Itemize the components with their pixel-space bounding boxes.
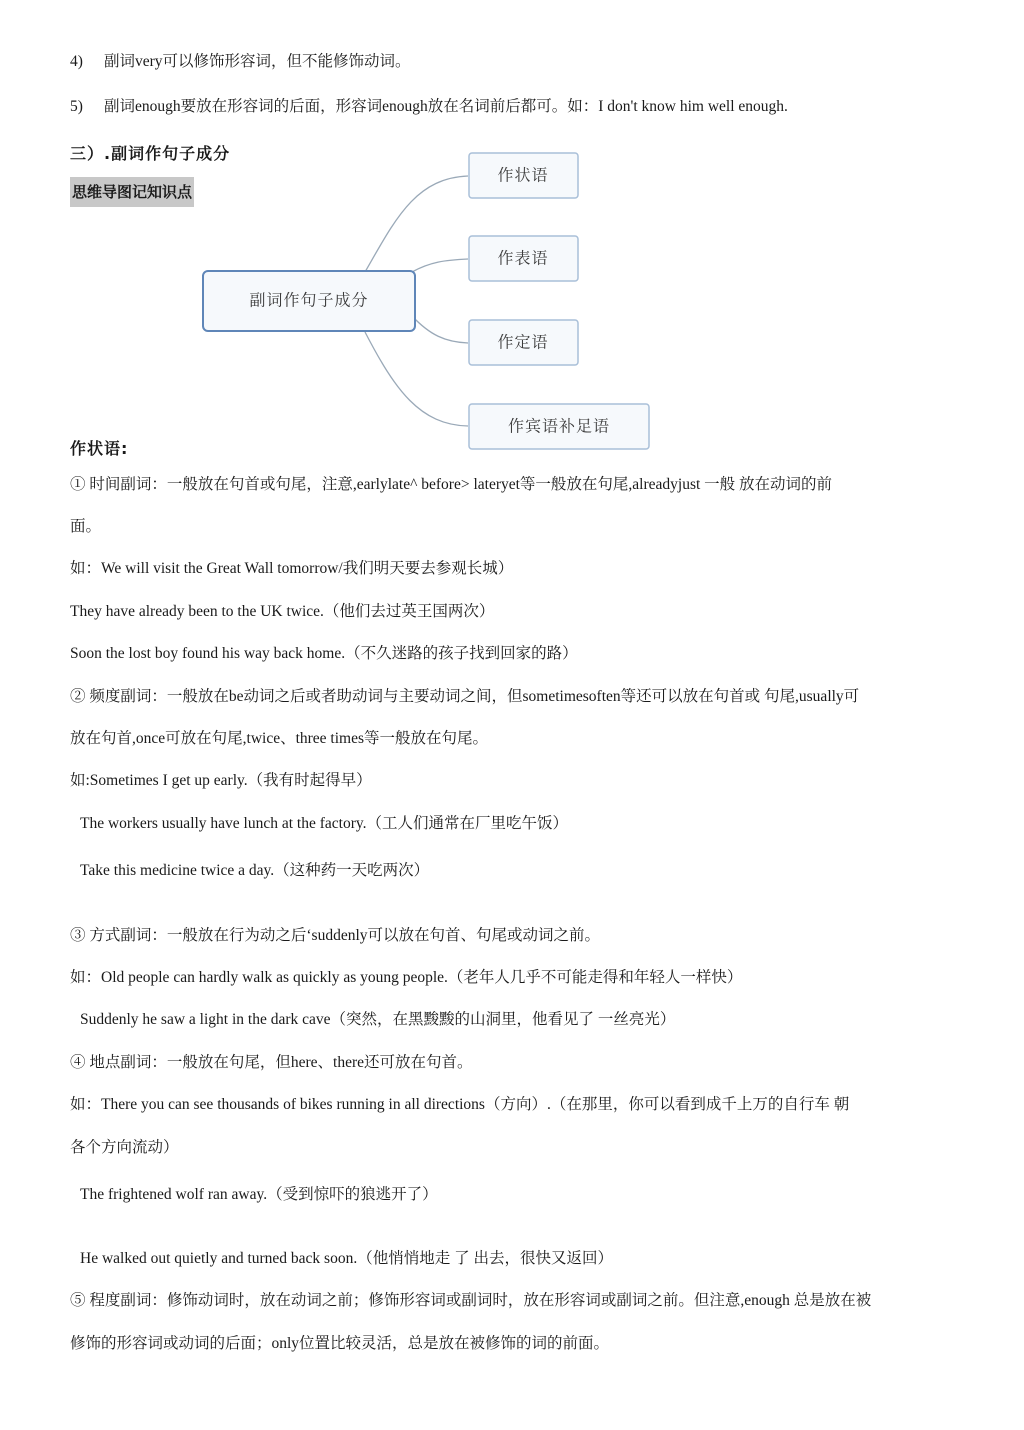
mind-map-branch-3: [469, 320, 578, 365]
text-line: ③ 方式副词：一般放在行为动之后‘suddenly可以放在句首、句尾或动词之前。: [70, 927, 601, 944]
text-line: Suddenly he saw a light in the dark cave（突然，在黑黢黢的山洞里，他看见了 一丝亮光）: [80, 1011, 676, 1028]
text-line: ④ 地点副词：一般放在句尾，但here、there还可放在句首。: [70, 1054, 473, 1071]
branch-label: 作宾语补足语: [507, 416, 611, 436]
highlight-label: 思维导图记知识点: [70, 177, 194, 207]
text-line: Take this medicine twice a day.（这种药一天吃两次）: [80, 862, 430, 879]
text-line: Soon the lost boy found his way back home.（不久迷路的孩子找到回家的路）: [70, 645, 578, 662]
text-line: 如：We will visit the Great Wall tomorrow/我们明天要去参观长城）: [70, 560, 514, 577]
connector-2: [412, 259, 468, 272]
text-line: 如：Old people can hardly walk as quickly as young people.（老年人几乎不可能走得和年轻人一样快）: [70, 969, 743, 986]
connector-3: [412, 316, 468, 343]
subsection-title: 作状语:: [70, 439, 129, 458]
section-title: 三）.副词作句子成分: [70, 144, 231, 163]
item-text: 副词very可以修饰形容词，但不能修饰动词。: [104, 53, 411, 70]
text-line: ① 时间副词：一般放在句首或句尾，注意,earlylate^ before> lateryet等一般放在句尾,alreadyjust 一般 放在动词的前: [70, 476, 833, 493]
mind-map-branch-4: [469, 404, 649, 449]
branch-label: 作定语: [497, 332, 549, 352]
text-line: ⑤ 程度副词：修饰动词时，放在动词之前；修饰形容词或副词时，放在形容词或副词之前。但注意,enough 总是放在被: [70, 1292, 872, 1309]
text-line: He walked out quietly and turned back soon.（他悄悄地走 了 出去，很快又返回）: [80, 1250, 613, 1267]
text-line: 面。: [70, 518, 102, 535]
mind-map: [0, 0, 1024, 460]
item-number: 5): [70, 98, 83, 115]
text-line: 如：There you can see thousands of bikes running in all directions（方向）.（在那里，你可以看到成千上万的自行车 朝: [70, 1096, 850, 1113]
text-line: The frightened wolf ran away.（受到惊吓的狼逃开了）: [80, 1186, 438, 1203]
text-line: 如:Sometimes I get up early.（我有时起得早）: [70, 772, 372, 789]
text-line: 修饰的形容词或动词的后面；only位置比较灵活，总是放在被修饰的词的前面。: [70, 1335, 610, 1352]
text-line: They have already been to the UK twice.（他们去过英王国两次）: [70, 603, 495, 620]
branch-label: 作表语: [497, 248, 549, 268]
text-line: 各个方向流动）: [70, 1139, 179, 1156]
item-text: 副词enough要放在形容词的后面，形容词enough放在名词前后都可。如：I don't know him well enough.: [104, 98, 788, 115]
branch-label: 作状语: [497, 165, 549, 185]
text-line: The workers usually have lunch at the factory.（工人们通常在厂里吃午饭）: [80, 815, 569, 832]
item-number: 4): [70, 53, 83, 70]
text-line: 放在句首,once可放在句尾,twice、three times等一般放在句尾。: [70, 730, 489, 747]
mind-map-branch-2: [469, 236, 578, 281]
text-line: ② 频度副词：一般放在be动词之后或者助动词与主要动词之间，但sometimesoften等还可以放在句首或 句尾,usually可: [70, 688, 860, 705]
mind-map-branch-1: [469, 153, 578, 198]
mind-map-root: [203, 271, 415, 331]
root-label: 副词作句子成分: [249, 290, 369, 310]
connector-1: [365, 176, 468, 272]
connector-4: [365, 332, 468, 426]
